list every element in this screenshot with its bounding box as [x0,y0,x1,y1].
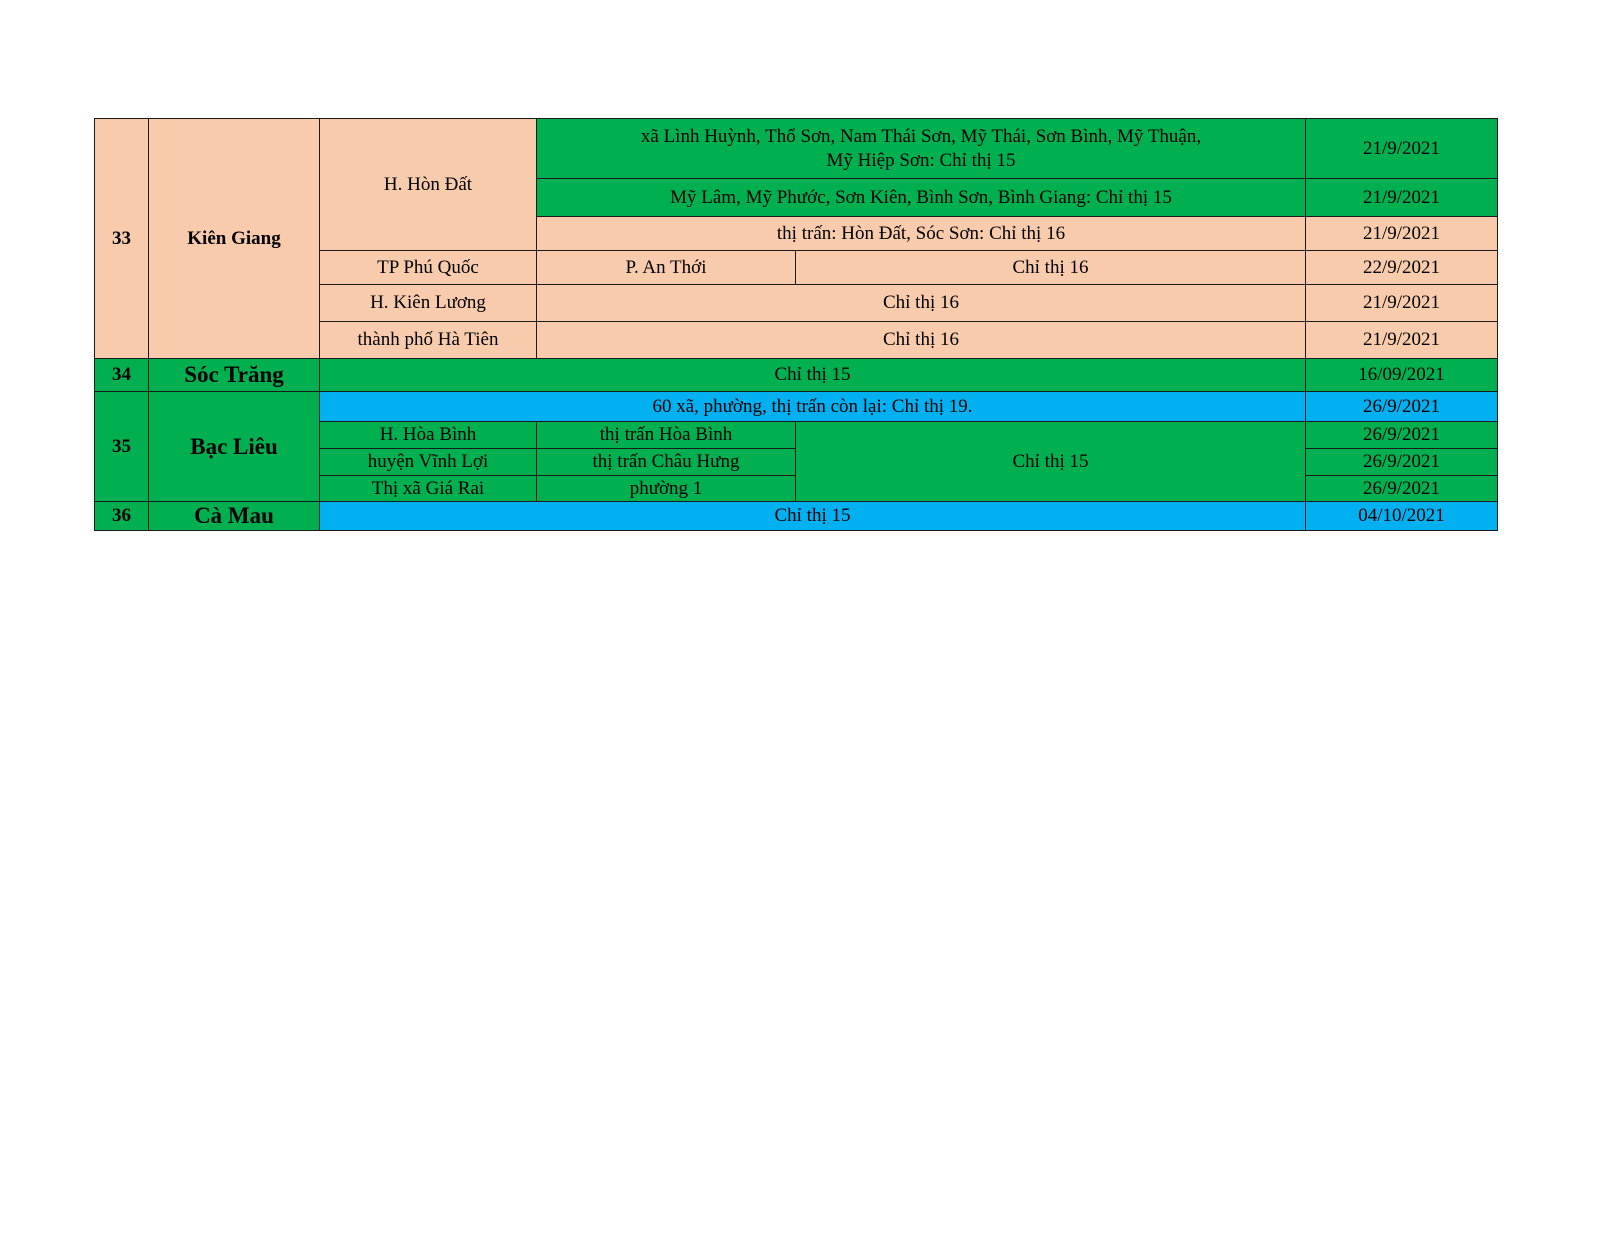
directive-cell [537,119,1306,179]
directive-cell: Chỉ thị 15 [796,422,1306,502]
district-name: H. Hòn Đất [320,119,537,251]
province-name: Bạc Liêu [149,392,320,502]
table-row [95,119,1498,179]
date-cell: 26/9/2021 [1306,476,1498,502]
table-row [95,359,1498,392]
ward-name: P. An Thới [537,251,796,285]
district-name: huyện Vĩnh Lợi [320,449,537,476]
directive-cell: 60 xã, phường, thị trấn còn lại: Chỉ thị 19. [320,392,1306,422]
date-cell: 21/9/2021 [1306,285,1498,322]
directive-cell: thị trấn: Hòn Đất, Sóc Sơn: Chỉ thị 16 [537,217,1306,251]
province-number: 34 [95,359,149,392]
date-cell: 21/9/2021 [1306,119,1498,179]
province-name: Sóc Trăng [149,359,320,392]
directive-cell: Chỉ thị 16 [796,251,1306,285]
directive-cell: Chỉ thị 16 [537,322,1306,359]
date-cell: 22/9/2021 [1306,251,1498,285]
directive-cell: Chỉ thị 15 [320,502,1306,531]
provinces-table [94,118,1498,531]
province-name: Cà Mau [149,502,320,531]
ward-name: thị trấn Hòa Bình [537,422,796,449]
date-cell: 21/9/2021 [1306,322,1498,359]
directive-cell: Mỹ Lâm, Mỹ Phước, Sơn Kiên, Bình Sơn, Bình Giang: Chỉ thị 15 [537,179,1306,217]
date-cell: 21/9/2021 [1306,179,1498,217]
ward-name: thị trấn Châu Hưng [537,449,796,476]
province-number: 36 [95,502,149,531]
date-cell: 26/9/2021 [1306,422,1498,449]
table-row [95,392,1498,422]
district-name: thành phố Hà Tiên [320,322,537,359]
date-cell: 04/10/2021 [1306,502,1498,531]
province-number: 33 [95,119,149,359]
district-name: TP Phú Quốc [320,251,537,285]
district-name: H. Hòa Bình [320,422,537,449]
directive-line: xã Lình Huỳnh, Thổ Sơn, Nam Thái Sơn, Mỹ Thái, Sơn Bình, Mỹ Thuận, [640,125,1202,147]
date-cell: 16/09/2021 [1306,359,1498,392]
province-number: 35 [95,392,149,502]
ward-name: phường 1 [537,476,796,502]
directive-line: Mỹ Hiệp Sơn: Chỉ thị 15 [826,149,1016,171]
district-name: H. Kiên Lương [320,285,537,322]
date-cell: 26/9/2021 [1306,449,1498,476]
district-name: Thị xã Giá Rai [320,476,537,502]
directive-cell: Chỉ thị 15 [320,359,1306,392]
date-cell: 21/9/2021 [1306,217,1498,251]
table-row [95,502,1498,531]
date-cell: 26/9/2021 [1306,392,1498,422]
province-name: Kiên Giang [149,119,320,359]
directive-cell: Chỉ thị 16 [537,285,1306,322]
